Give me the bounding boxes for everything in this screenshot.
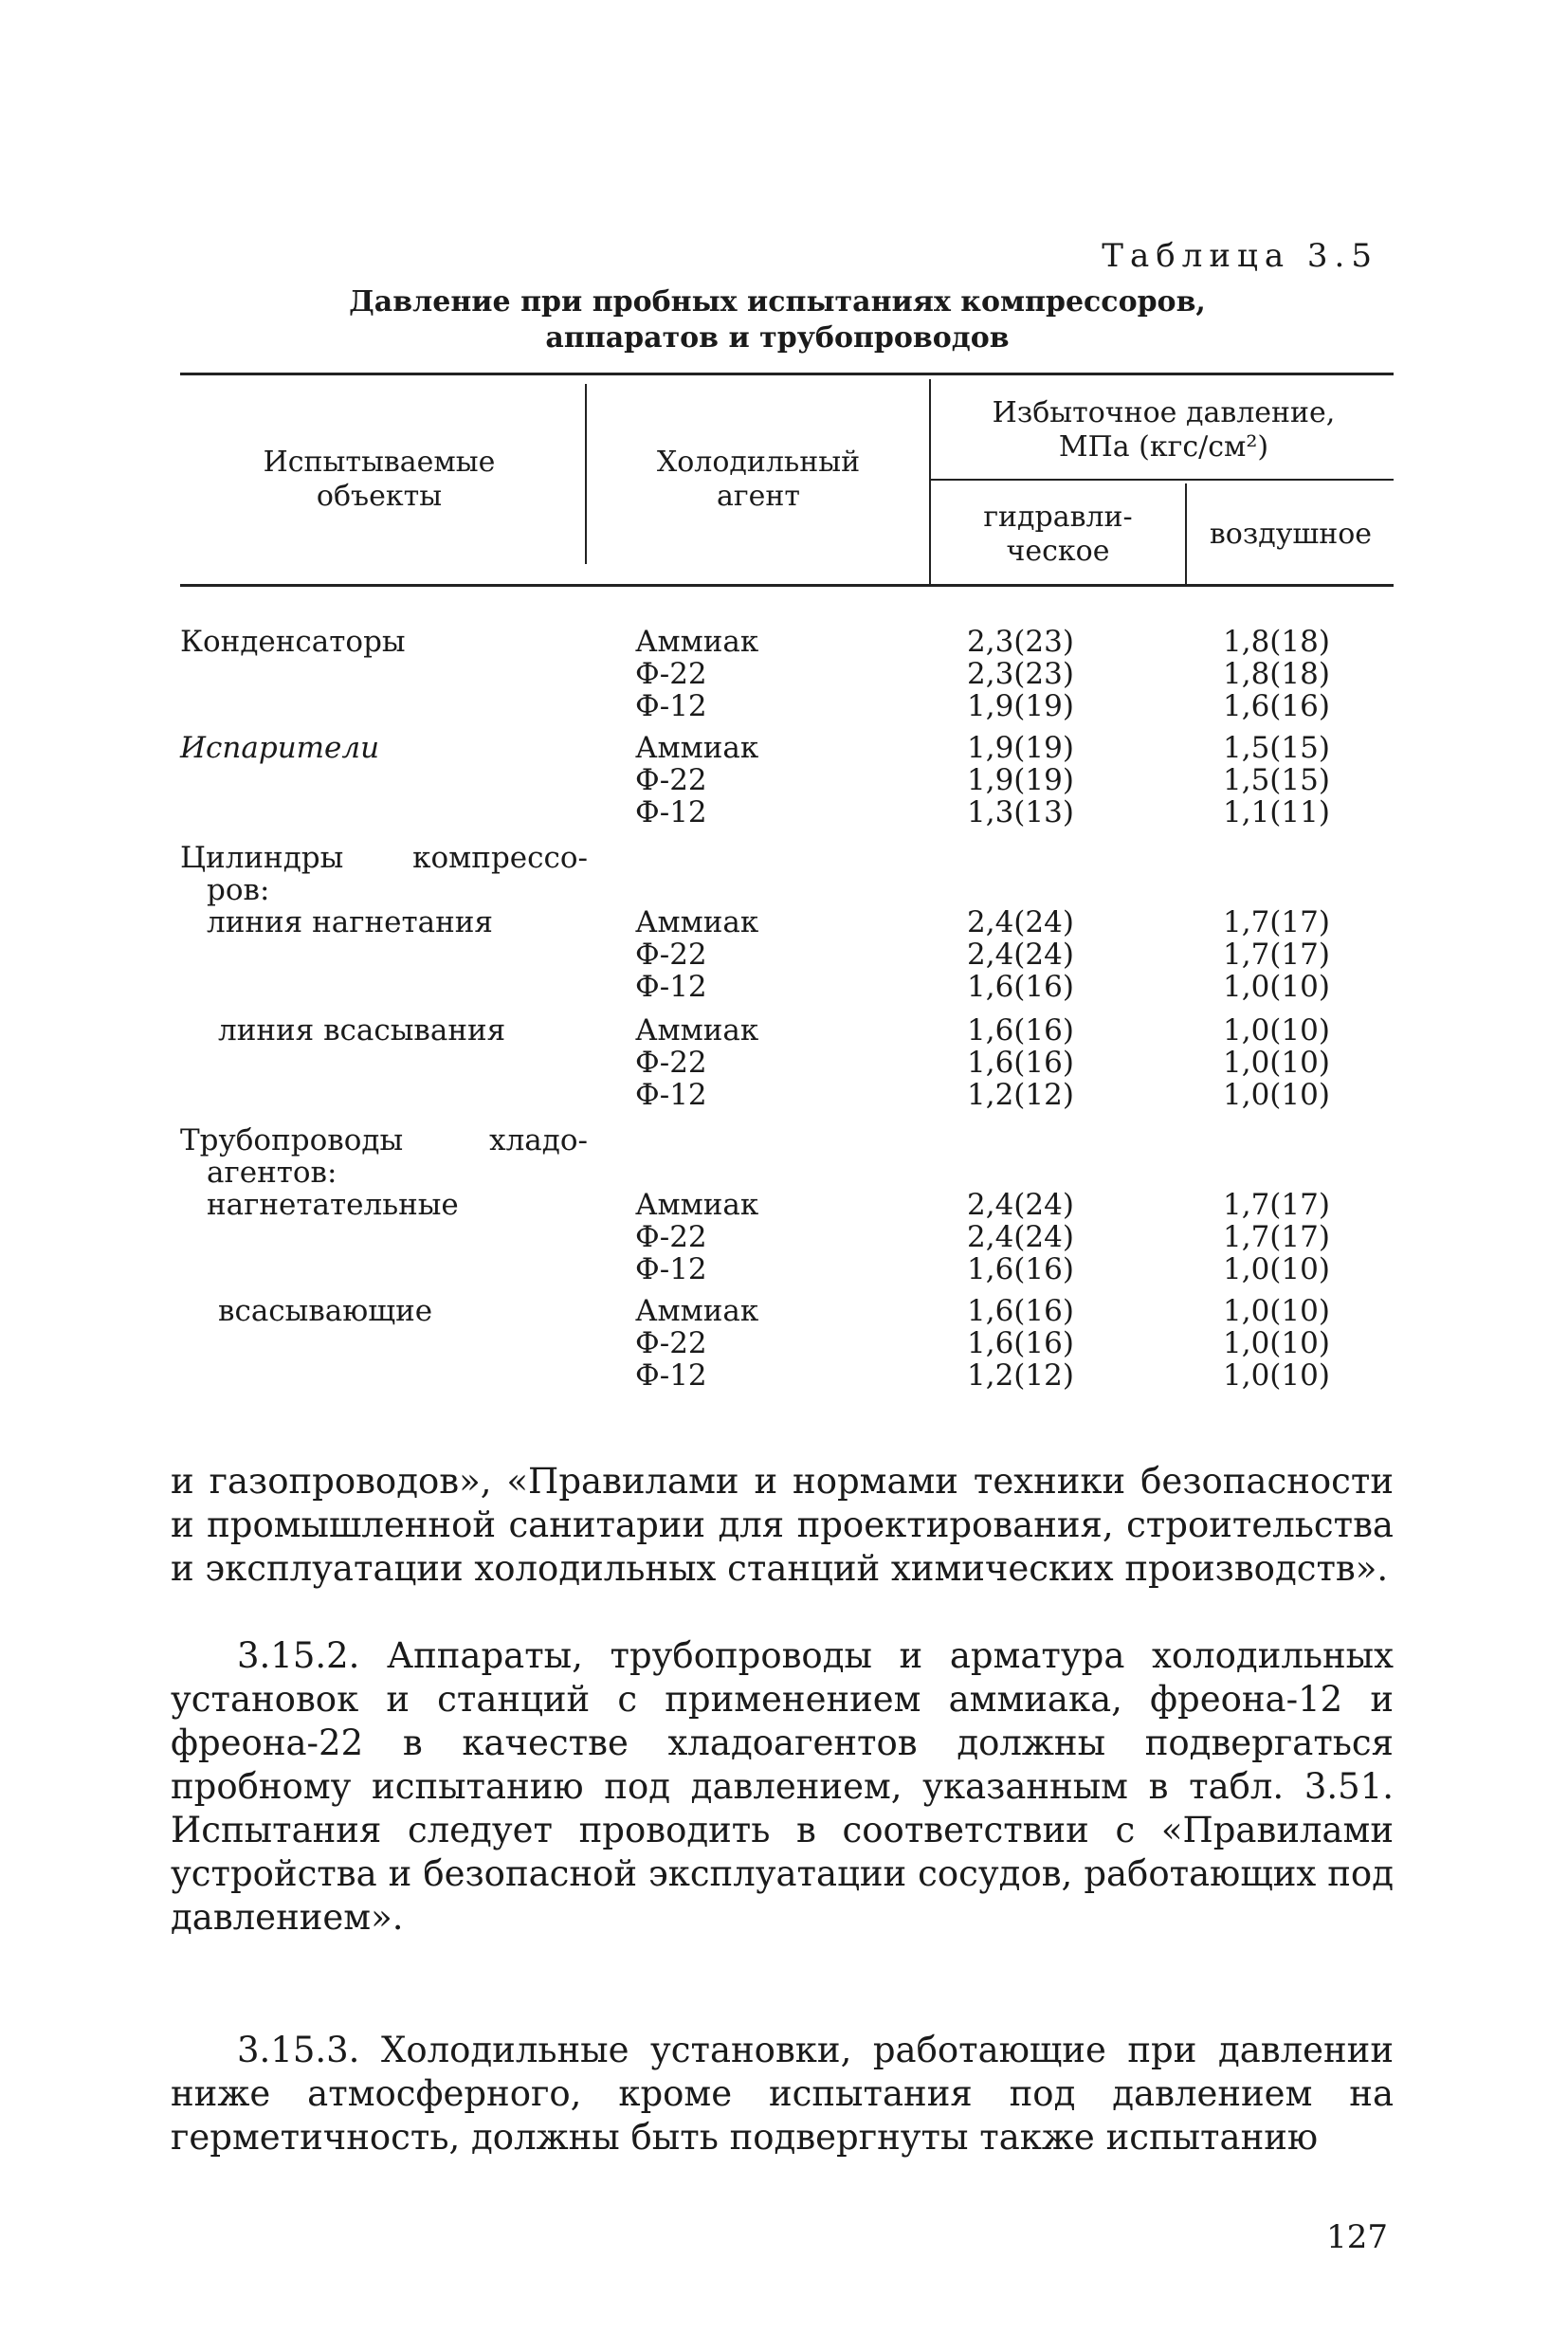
table-row: Цилиндры компрессо- (180, 841, 588, 875)
header-sub-rule (929, 479, 1394, 481)
table-top-rule (180, 373, 1394, 375)
table-row: Ф-22 1,9(19) 1,5(15) (635, 763, 1330, 797)
table-row: Ф-22 2,3(23) 1,8(18) (635, 657, 1330, 691)
table-row: Ф-12 1,6(16) 1,0(10) (635, 1252, 1330, 1286)
table-row: Трубопроводы хладо- (180, 1123, 588, 1157)
table-row: Ф-22 2,4(24) 1,7(17) (635, 938, 1330, 972)
table-row: Ф-12 1,2(12) 1,0(10) (635, 1358, 1330, 1393)
table-row: линия нагнетания Аммиак 2,4(24) 1,7(17) (207, 905, 1330, 939)
table-row: линия всасывания Аммиак 1,6(16) 1,0(10) (218, 1013, 1330, 1048)
table-row: нагнетательные Аммиак 2,4(24) 1,7(17) (207, 1188, 1330, 1222)
header-agent: Холодильный агент (656, 446, 861, 513)
table-row: Конденсаторы Аммиак 2,3(23) 1,8(18) (180, 625, 1330, 659)
table-row: Ф-22 1,6(16) 1,0(10) (635, 1326, 1330, 1360)
table-caption (341, 284, 1213, 356)
table-row: Испарители Аммиак 1,9(19) 1,5(15) (180, 731, 1330, 765)
table-row: всасывающие Аммиак 1,6(16) 1,0(10) (218, 1294, 1330, 1328)
table-row: Ф-12 1,9(19) 1,6(16) (635, 689, 1330, 723)
table-caption-line: аппаратов и трубопроводов (545, 321, 1010, 355)
table-row: Ф-12 1,3(13) 1,1(11) (635, 795, 1330, 829)
table-row: ров: (207, 873, 270, 907)
table-row: Ф-22 1,6(16) 1,0(10) (635, 1046, 1330, 1080)
table-row: Ф-22 2,4(24) 1,7(17) (635, 1220, 1330, 1254)
paragraph: и газопроводов», «Правилами и нормами техники безопасности и промышленной санитарии для проектирования, строительства и эксплуатации холодильных станций химических производств». (171, 1461, 1394, 1589)
page-number: 127 (1326, 2218, 1388, 2256)
header-divider (929, 379, 931, 584)
table-number: Таблица 3.5 (1102, 237, 1378, 275)
header-hydraulic: гидравли- ческое (983, 501, 1133, 568)
paragraph: 3.15.3. Холодильные установки, работающие при давлении ниже атмосферного, кроме испытания под давлением на герметичность, должны быть подвергнуты также испытанию (171, 2030, 1394, 2158)
header-objects: Испытываемые объекты (263, 446, 496, 513)
table-row: Ф-12 1,6(16) 1,0(10) (635, 970, 1330, 1004)
header-divider (585, 384, 587, 564)
header-divider (1185, 483, 1187, 584)
header-bottom-rule (180, 584, 1394, 587)
table-row: Ф-12 1,2(12) 1,0(10) (635, 1078, 1330, 1112)
paragraph: 3.15.2. Аппараты, трубопроводы и арматура холодильных установок и станций с применением аммиака, фреона-12 и фреона-22 в качестве хладоагентов должны подвергаться пробному испытанию под давлением, указанным в табл. 3.51. Испытания следует проводить в соответствии с «Правилами устройства и безопасной эксплуатации сосудов, работающих под давлением». (171, 1635, 1394, 1938)
header-pressure: Избыточное давление, МПа (кгс/см²) (992, 396, 1336, 464)
table-caption-line: Давление при пробных испытаниях компрессоров, (349, 285, 1206, 319)
table-row: агентов: (207, 1156, 337, 1190)
header-air: воздушное (1209, 518, 1373, 551)
